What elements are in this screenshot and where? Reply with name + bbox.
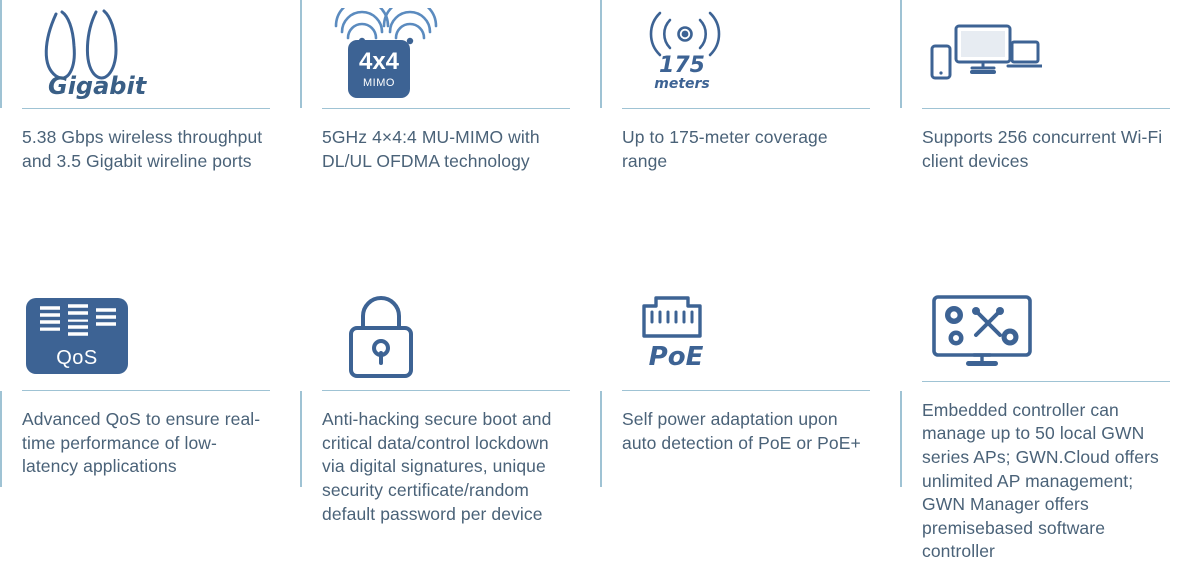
qos-icon-label: QoS — [56, 347, 98, 369]
feature-card-qos — [0, 282, 300, 564]
mimo-wifi-icon — [326, 6, 446, 102]
embedded-controller-icon — [926, 283, 1046, 379]
coverage-icon-labels — [642, 54, 722, 92]
accent-bar-left — [0, 0, 2, 108]
mimo-icon-label: 4x4 — [358, 47, 400, 75]
icon-area — [322, 0, 582, 108]
gigabit-antenna-icon — [26, 6, 176, 102]
coverage-icon-sublabel: meters — [654, 76, 710, 93]
poe-icon-label: PoE — [648, 342, 704, 372]
icon-area — [922, 0, 1182, 108]
mimo-badge — [348, 40, 410, 98]
accent-bar-left — [900, 391, 902, 487]
qos-equalizer-icon — [26, 298, 128, 374]
accent-bar-left — [0, 391, 2, 487]
feature-card-gigabit — [0, 0, 300, 282]
padlock-icon — [326, 288, 436, 384]
multi-device-icon — [926, 6, 1046, 102]
accent-bar-left — [600, 391, 602, 487]
gigabit-icon-label: Gigabit — [48, 72, 147, 100]
coverage-icon-label: 175 — [659, 53, 705, 78]
feature-card-coverage — [600, 0, 900, 282]
feature-text: Self power adaptation upon auto detection of PoE or PoE+ — [622, 409, 861, 453]
feature-text: Supports 256 concurrent Wi-Fi client devices — [922, 127, 1163, 171]
accent-bar-left — [600, 0, 602, 108]
accent-bar-left — [300, 391, 302, 487]
icon-area — [922, 282, 1182, 381]
feature-text: 5.38 Gbps wireless throughput and 3.5 Gigabit wireline ports — [22, 127, 263, 171]
coverage-signal-icon — [626, 6, 746, 102]
mimo-icon-sublabel: MIMO — [363, 76, 395, 89]
accent-bar-left — [900, 0, 902, 108]
icon-area — [22, 282, 282, 390]
feature-card-mimo — [300, 0, 600, 282]
poe-port-icon — [626, 288, 736, 384]
feature-text: Anti-hacking secure boot and critical data/control lockdown via digital signatures, unique security certificate/random default password per device — [322, 409, 552, 524]
icon-area — [322, 282, 582, 390]
feature-card-security — [300, 282, 600, 564]
feature-card-poe — [600, 282, 900, 564]
feature-card-controller — [900, 282, 1200, 564]
feature-text: Advanced QoS to ensure real-time performance of low-latency applications — [22, 409, 261, 477]
icon-area — [622, 282, 882, 390]
accent-bar-left — [300, 0, 302, 108]
feature-card-clients — [900, 0, 1200, 282]
feature-text: Embedded controller can manage up to 50 local GWN series APs; GWN.Cloud offers unlimited AP management; GWN Manager offers premisebased software controller — [922, 399, 1159, 562]
icon-area — [22, 0, 282, 108]
feature-text: 5GHz 4×4:4 MU-MIMO with DL/UL OFDMA technology — [322, 127, 540, 171]
icon-area — [622, 0, 882, 108]
feature-text: Up to 175-meter coverage range — [622, 127, 828, 171]
